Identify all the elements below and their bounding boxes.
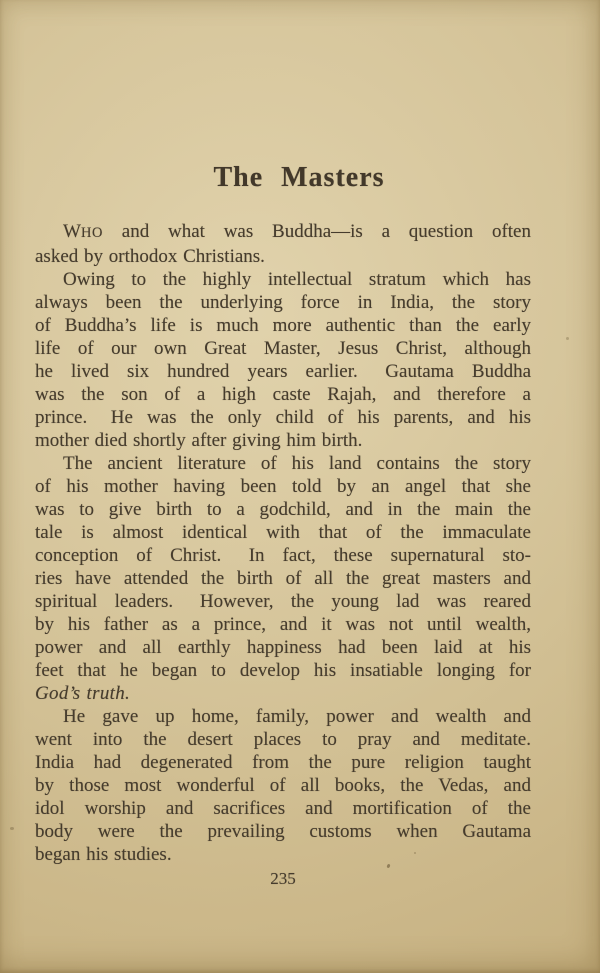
text-line: mother died shortly after giving him birth. (35, 430, 363, 451)
page-title: The Masters (213, 162, 385, 193)
text-line: power and all earthly happiness had been laid at his (35, 637, 531, 658)
text-line: was to give birth to a godchild, and in the main the (35, 499, 531, 520)
text-line: God’s truth. (35, 683, 131, 704)
text-line: by his father as a prince, and it was not until wealth, (35, 614, 531, 635)
text-line: began his studies. (35, 844, 172, 865)
paper-speck (414, 852, 416, 854)
body-text (35, 220, 531, 866)
paper-speck (10, 827, 14, 830)
text-line: Owing to the highly intellectual stratum which has (63, 269, 531, 290)
text-line: always been the underlying force in India, the story (35, 292, 531, 313)
text-line: India had degenerated from the pure religion taught (35, 752, 531, 773)
text-line: He gave up home, family, power and wealth and (63, 706, 531, 727)
text-line: he lived six hundred years earlier. Gautama Buddha (35, 361, 531, 382)
paper-speck (566, 337, 569, 340)
text-line: WHO and what was Buddha—is a question often (63, 221, 531, 242)
text-line: prince. He was the only child of his parents, and his (35, 407, 531, 428)
text-line: by those most wonderful of all books, the Vedas, and (35, 775, 531, 796)
text-line: of Buddha’s life is much more authentic than the early (35, 315, 531, 336)
text-line: went into the desert places to pray and meditate. (35, 729, 531, 750)
text-line: asked by orthodox Christians. (35, 246, 265, 267)
text-line: tale is almost identical with that of the immaculate (35, 522, 531, 543)
text-line: life of our own Great Master, Jesus Christ, although (35, 338, 531, 359)
text-line: was the son of a high caste Rajah, and therefore a (35, 384, 531, 405)
text-column (35, 163, 531, 889)
text-line: feet that he began to develop his insatiable longing for (35, 660, 531, 681)
text-line: conception of Christ. In fact, these supernatural sto- (35, 545, 531, 566)
text-line: body were the prevailing customs when Gautama (35, 821, 531, 842)
text-line: idol worship and sacrifices and mortification of the (35, 798, 531, 819)
text-line: ries have attended the birth of all the great masters and (35, 568, 531, 589)
text-line: spiritual leaders. However, the young lad was reared (35, 591, 531, 612)
text-line: of his mother having been told by an angel that she (35, 476, 531, 497)
text-line: The ancient literature of his land contains the story (63, 453, 531, 474)
page-number: 235 (270, 869, 296, 888)
